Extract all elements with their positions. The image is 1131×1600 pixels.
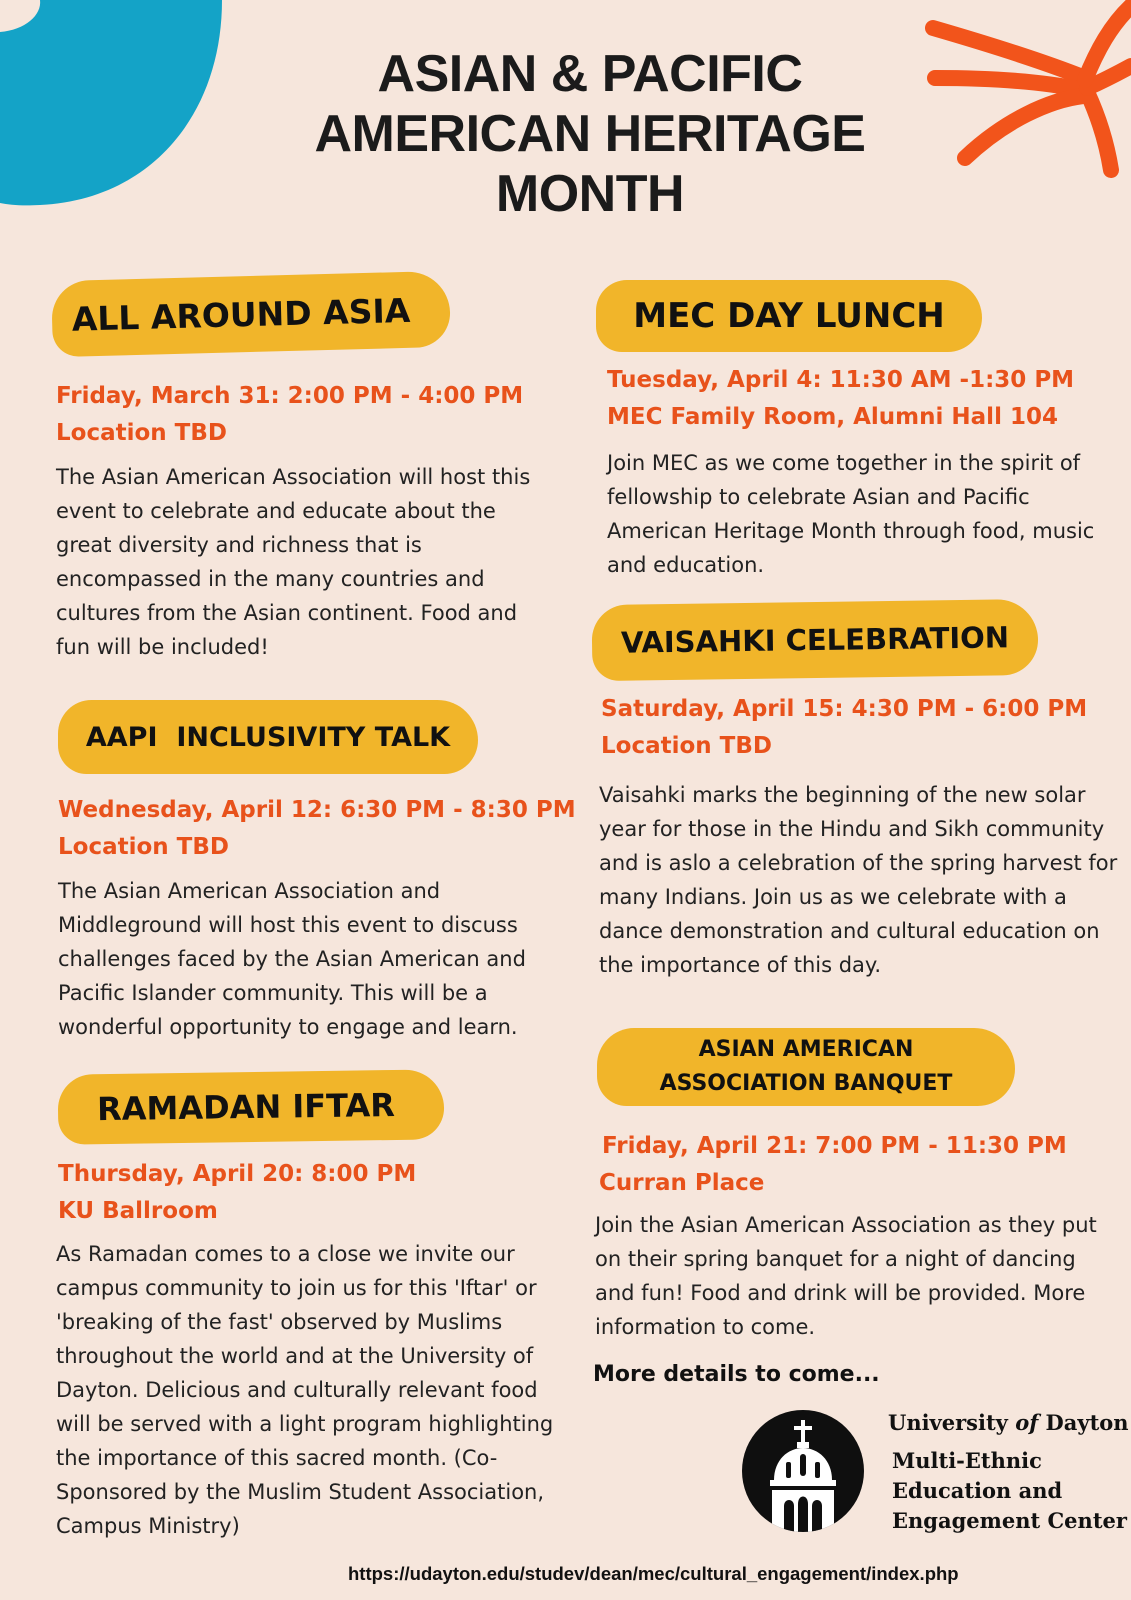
event-title-banquet xyxy=(597,1028,1015,1106)
event-title-mec-lunch xyxy=(596,280,982,352)
event-title-all-around-asia xyxy=(51,271,451,357)
event-datetime xyxy=(56,378,523,452)
event-date: Wednesday, April 12: 6:30 PM - 8:30 PM xyxy=(58,797,576,823)
event-description: Join the Asian American Association as they put on their spring banquet for a night of dancing and fun! Food and drink will be provided. More information to come. xyxy=(595,1213,1097,1339)
event-title-label: VAISAHKI CELEBRATION xyxy=(620,620,1010,660)
event-datetime xyxy=(599,1128,1067,1202)
event-date: Tuesday, April 4: 11:30 AM -1:30 PM xyxy=(607,367,1075,393)
event-date: Saturday, April 15: 4:30 PM - 6:00 PM xyxy=(601,696,1088,722)
center-name: Multi-Ethnic Education and Engagement Center xyxy=(892,1448,1127,1533)
university-name-part: University xyxy=(888,1410,1016,1435)
chapel-dome-icon xyxy=(742,1410,864,1532)
event-title-label: ALL AROUND ASIA xyxy=(71,290,411,339)
event-description: Join MEC as we come together in the spirit of fellowship to celebrate Asian and Pacific American Heritage Month through food, music and education. xyxy=(607,451,1095,577)
event-location: Location TBD xyxy=(601,733,772,759)
university-name-part: of xyxy=(1015,1410,1039,1435)
event-location: Curran Place xyxy=(599,1170,765,1196)
event-title-label: ASIAN AMERICAN ASSOCIATION BANQUET xyxy=(659,1037,953,1096)
event-title-aapi-talk xyxy=(58,700,478,774)
event-title-label: MEC DAY LUNCH xyxy=(633,296,945,336)
event-datetime xyxy=(58,792,576,866)
more-details-note: More details to come... xyxy=(593,1362,880,1387)
event-location: KU Ballroom xyxy=(58,1198,218,1224)
website-url[interactable]: https://udayton.edu/studev/dean/mec/cultural_engagement/index.php xyxy=(348,1563,959,1584)
event-title-ramadan-iftar xyxy=(58,1069,445,1144)
event-description: The Asian American Association and Middleground will host this event to discuss challenges faced by the Asian American and Pacific Islander community. This will be a wonderful opportunity to engage and learn. xyxy=(58,879,526,1039)
event-title-vaisahki xyxy=(591,599,1038,681)
event-title-label: RAMADAN IFTAR xyxy=(96,1085,396,1129)
event-date: Friday, March 31: 2:00 PM - 4:00 PM xyxy=(56,383,524,409)
university-name-part: Dayton xyxy=(1038,1410,1129,1435)
event-location: MEC Family Room, Alumni Hall 104 xyxy=(607,404,1058,430)
university-name xyxy=(888,1410,1129,1435)
event-datetime xyxy=(607,362,1074,436)
event-date: Friday, April 21: 7:00 PM - 11:30 PM xyxy=(602,1133,1067,1159)
university-logo xyxy=(742,1410,864,1532)
event-description: Vaisahki marks the beginning of the new solar year for those in the Hindu and Sikh community and is aslo a celebration of the spring harvest for many Indians. Join us as we celebrate with a dance demonstration and cultural education on the importance of this day. xyxy=(599,783,1118,977)
event-location: Location TBD xyxy=(56,420,227,446)
event-datetime xyxy=(58,1156,416,1230)
event-description: As Ramadan comes to a close we invite our campus community to join us for this 'Iftar' or 'breaking of the fast' observed by Muslims throughout the world and at the University of Dayton. Delicious and culturally relevant food will be served with a light program highlighting the importance of this sacred month. (Co-Sponsored by the Muslim Student Association, Campus Ministry) xyxy=(56,1242,554,1538)
event-description: The Asian American Association will host this event to celebrate and educate about the great diversity and richness that is encompassed in the many countries and cultures from the Asian continent. Food and fun will be included! xyxy=(56,465,531,659)
event-datetime xyxy=(601,691,1087,765)
page-title: ASIAN & PACIFIC AMERICAN HERITAGE MONTH xyxy=(314,45,866,223)
event-date: Thursday, April 20: 8:00 PM xyxy=(58,1161,417,1187)
event-title-label: AAPI INCLUSIVITY TALK xyxy=(85,721,451,753)
event-location: Location TBD xyxy=(58,834,229,860)
